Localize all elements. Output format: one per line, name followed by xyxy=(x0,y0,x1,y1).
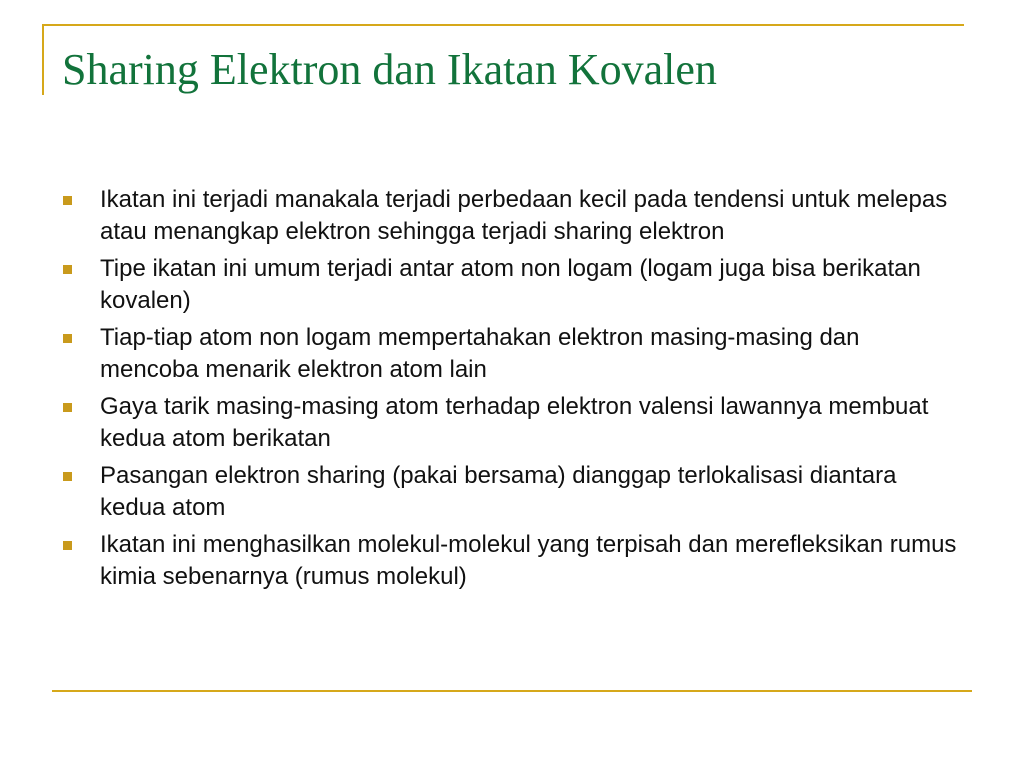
square-bullet-icon xyxy=(63,265,72,274)
square-bullet-icon xyxy=(63,541,72,550)
bullet-list xyxy=(62,184,962,598)
bullet-item xyxy=(62,322,962,386)
square-bullet-icon xyxy=(63,472,72,481)
bullet-text: Gaya tarik masing-masing atom terhadap elektron valensi lawannya membuat kedua atom berikatan xyxy=(100,393,929,452)
bullet-text: Tipe ikatan ini umum terjadi antar atom non logam (logam juga bisa berikatan kovalen) xyxy=(100,255,921,314)
bullet-text: Tiap-tiap atom non logam mempertahakan elektron masing-masing dan mencoba menarik elektron atom lain xyxy=(100,324,860,383)
bullet-item xyxy=(62,391,962,455)
bullet-text: Pasangan elektron sharing (pakai bersama) dianggap terlokalisasi diantara kedua atom xyxy=(100,462,897,521)
bottom-divider-line xyxy=(52,690,972,692)
bullet-item xyxy=(62,253,962,317)
bullet-item xyxy=(62,184,962,248)
bullet-item xyxy=(62,460,962,524)
bullet-text: Ikatan ini menghasilkan molekul-molekul yang terpisah dan merefleksikan rumus kimia sebenarnya (rumus molekul) xyxy=(100,531,957,590)
bullet-text: Ikatan ini terjadi manakala terjadi perbedaan kecil pada tendensi untuk melepas atau menangkap elektron sehingga terjadi sharing elektron xyxy=(100,186,948,245)
slide-title: Sharing Elektron dan Ikatan Kovalen xyxy=(62,45,717,94)
square-bullet-icon xyxy=(63,403,72,412)
bullet-item xyxy=(62,529,962,593)
left-accent-line xyxy=(42,24,44,95)
square-bullet-icon xyxy=(63,196,72,205)
square-bullet-icon xyxy=(63,334,72,343)
top-divider-line xyxy=(42,24,964,26)
